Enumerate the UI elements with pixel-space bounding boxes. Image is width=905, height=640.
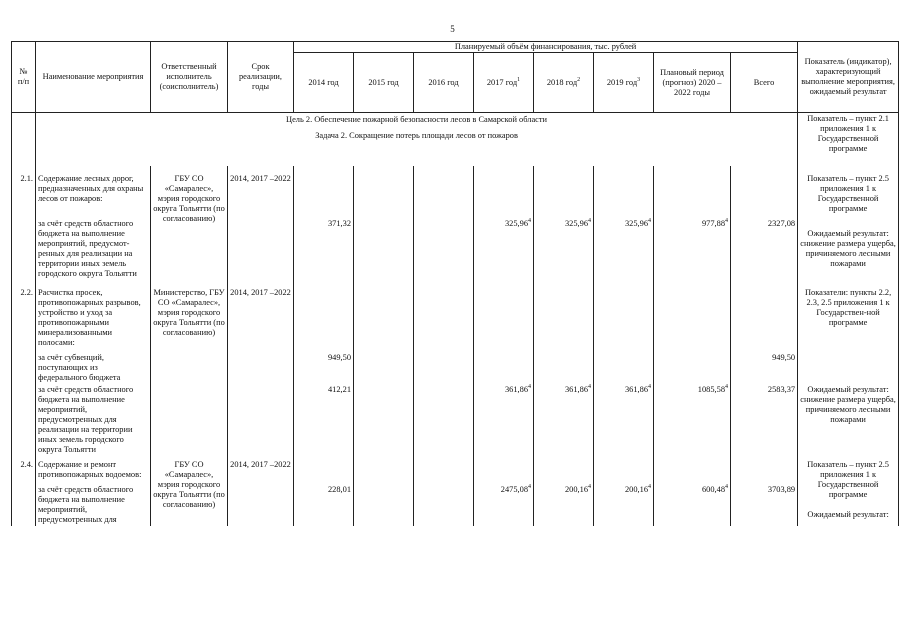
row-number: 2.2. [12, 280, 36, 349]
table-row [12, 384, 899, 456]
financing-table [11, 41, 899, 526]
header-2017: 2017 год$^1$ [474, 53, 534, 113]
table-row [12, 481, 899, 526]
header-name: Наименование мероприятия [36, 42, 151, 113]
value-2019: 200,16$^4$ [594, 481, 654, 526]
row-result: Ожидаемый результат: [807, 510, 889, 519]
value-2014: 371,32 [294, 215, 354, 280]
row-result: Ожидаемый результат: снижение размера ущерба, причиняемого лесными пожарами [798, 215, 899, 280]
header-num: № п/п [12, 42, 36, 113]
header-2014: 2014 год [294, 53, 354, 113]
value-total: 2327,08 [731, 215, 798, 280]
value-2014: 949,50 [294, 349, 354, 384]
table-row [12, 280, 899, 349]
value-2017: 361,86$^4$ [474, 384, 534, 456]
value-2017: 325,96$^4$ [474, 215, 534, 280]
row-responsible: Министерство, ГБУ СО «Самаралес», мэрия городского округа Тольятти (по согласованию) [151, 280, 228, 349]
row-name: Расчистка просек, противопожарных разрывов, устройство и уход за противопожарными минерализованными полосами: [36, 280, 151, 349]
row-fund-name: за счёт средств областного бюджета на выполнение мероприятий, предусмотренных для реализации на территории иных земель городского округа Тольятти [36, 384, 151, 456]
row-number: 2.4. [12, 456, 36, 481]
value-planned: 977,88$^4$ [654, 215, 731, 280]
value-2019: 361,86$^4$ [594, 384, 654, 456]
row-number: 2.1. [12, 166, 36, 215]
header-responsible: Ответственный исполнитель (соисполнитель) [151, 42, 228, 113]
value-2017: 2475,08$^4$ [474, 481, 534, 526]
value-total: 949,50 [731, 349, 798, 384]
table-row [12, 215, 899, 280]
row-name: Содержание и ремонт противопожарных водоемов: [36, 456, 151, 481]
table-row [12, 113, 899, 167]
page-number: 5 [450, 24, 455, 34]
row-term: 2014, 2017 –2022 [228, 280, 294, 349]
value-2014: 228,01 [294, 481, 354, 526]
row-fund-name: за счёт субвенций, поступающих из федерального бюджета [36, 349, 151, 384]
header-total: Всего [731, 53, 798, 113]
row-fund-name: за счёт средств областного бюджета на выполнение мероприятий, предусмот-ренных для реализации на территории иных земель городского округа Тольятти [36, 215, 151, 280]
header-2019: 2019 год$^3$ [594, 53, 654, 113]
section-indicator: Показатель – пункт 2.1 приложения 1 к Государственной программе [798, 113, 899, 167]
table-row [12, 166, 899, 215]
header-2018: 2018 год$^2$ [534, 53, 594, 113]
table-row [12, 456, 899, 481]
row-result: Ожидаемый результат: снижение размера ущерба, причиняемого лесными пожарами [798, 384, 899, 456]
table-row [12, 349, 899, 384]
header-term: Срок реализации, годы [228, 42, 294, 113]
row-responsible: ГБУ СО «Самаралес», мэрия городского округа Тольятти (по согласованию) [151, 456, 228, 526]
row-indicator: Показатель – пункт 2.5 приложения 1 к Государственной программе Ожидаемый результат: [798, 456, 899, 526]
value-2019: 325,96$^4$ [594, 215, 654, 280]
row-term: 2014, 2017 –2022 [228, 456, 294, 481]
header-indicator: Показатель (индикатор), характеризующий выполнение мероприятия, ожидаемый результат [798, 42, 899, 113]
row-responsible: ГБУ СО «Самаралес», мэрия городского округа Тольятти (по согласованию) [151, 166, 228, 280]
row-name: Содержание лесных дорог, предназначенных для охраны лесов от пожаров: [36, 166, 151, 215]
value-planned: 1085,58$^4$ [654, 384, 731, 456]
header-2016: 2016 год [414, 53, 474, 113]
row-indicator: Показатель – пункт 2.5 приложения 1 к Государственной программе [798, 166, 899, 215]
value-total: 3703,89 [731, 481, 798, 526]
task-title: Задача 2. Сокращение потерь площади лесов от пожаров [315, 131, 518, 140]
value-2018: 325,96$^4$ [534, 215, 594, 280]
goal-title: Цель 2. Обеспечение пожарной безопасности лесов в Самарской области [286, 115, 548, 124]
header-planned: Плановый период (прогноз) 2020 – 2022 годы [654, 53, 731, 113]
value-2014: 412,21 [294, 384, 354, 456]
row-indicator: Показатели: пункты 2.2, 2.3, 2.5 приложения 1 к Государствен-ной программе [798, 280, 899, 349]
value-2018: 200,16$^4$ [534, 481, 594, 526]
row-fund-name: за счёт средств областного бюджета на выполнение мероприятий, предусмотренных для [36, 481, 151, 526]
header-2015: 2015 год [354, 53, 414, 113]
value-total: 2583,37 [731, 384, 798, 456]
value-planned: 600,48$^4$ [654, 481, 731, 526]
header-financing: Планируемый объём финансирования, тыс. рублей [294, 42, 798, 53]
value-2018: 361,86$^4$ [534, 384, 594, 456]
row-term: 2014, 2017 –2022 [228, 166, 294, 215]
